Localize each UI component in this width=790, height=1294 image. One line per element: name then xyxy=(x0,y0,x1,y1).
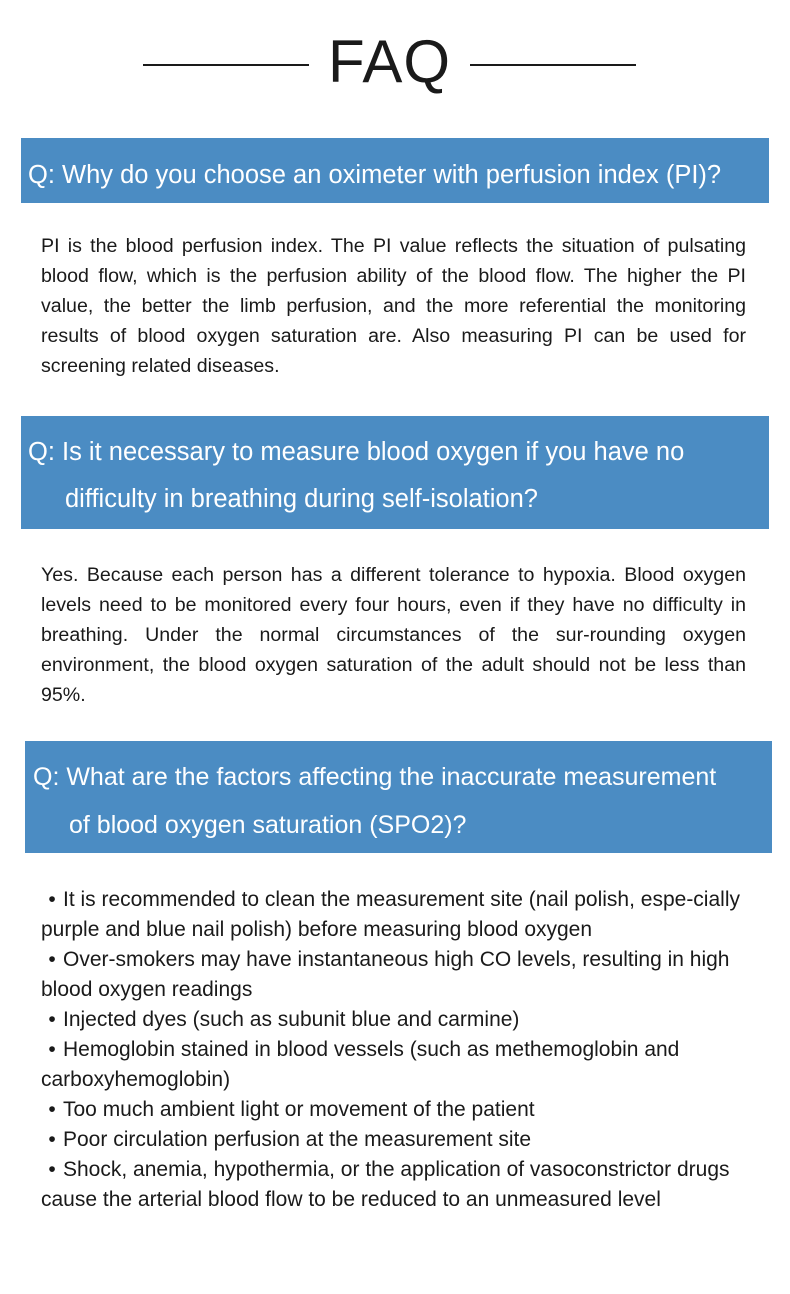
list-item-text: It is recommended to clean the measurement site (nail polish, espe-cially purple and blue nail polish) before measuring blood oxygen xyxy=(41,888,740,941)
question-2-line-2: difficulty in breathing during self-isolation? xyxy=(65,485,538,513)
answer-2-text: Yes. Because each person has a different tolerance to hypoxia. Blood oxygen levels need to be monitored every four hours, even if they have no difficulty in breathing. Under the normal circumstances of the sur-rounding oxygen environment, the blood oxygen saturation of the adult should not be less than 95%. xyxy=(41,564,746,706)
list-item xyxy=(41,1035,757,1095)
list-item xyxy=(41,945,757,1005)
bullet-icon: • xyxy=(48,1038,56,1061)
question-1-line-1: Q: Why do you choose an oximeter with perfusion index (PI)? xyxy=(28,161,722,189)
list-item-text: Over-smokers may have instantaneous high CO levels, resulting in high blood oxygen readings xyxy=(41,948,730,1001)
list-item xyxy=(41,1155,757,1215)
question-3-line-1: Q: What are the factors affecting the inaccurate measurement xyxy=(33,763,717,791)
bullet-icon: • xyxy=(48,1128,56,1151)
list-item-text: Shock, anemia, hypothermia, or the application of vasoconstrictor drugs cause the arterial blood flow to be reduced to an unmeasured level xyxy=(41,1158,730,1211)
list-item-text: Hemoglobin stained in blood vessels (such as methemoglobin and carboxyhemoglobin) xyxy=(41,1038,680,1091)
list-item xyxy=(41,1095,757,1125)
bullet-icon: • xyxy=(48,948,56,971)
factor-list xyxy=(41,885,757,1215)
list-item-text: Too much ambient light or movement of the patient xyxy=(63,1098,535,1121)
question-2-line-1: Q: Is it necessary to measure blood oxygen if you have no xyxy=(28,438,685,466)
answer-1 xyxy=(41,231,746,381)
bullet-icon: • xyxy=(48,888,56,911)
page-title: FAQ xyxy=(327,28,452,95)
question-bar-3 xyxy=(25,741,772,853)
question-bar-2 xyxy=(21,416,769,529)
list-item-text: Poor circulation perfusion at the measurement site xyxy=(63,1128,532,1151)
bullet-icon: • xyxy=(48,1098,56,1121)
answer-2 xyxy=(41,560,746,710)
question-bar-1 xyxy=(21,138,769,203)
bullet-icon: • xyxy=(48,1008,56,1031)
list-item-text: Injected dyes (such as subunit blue and carmine) xyxy=(63,1008,520,1031)
header-divider-right xyxy=(470,64,636,66)
answer-1-text: PI is the blood perfusion index. The PI value reflects the situation of pulsating blood flow, which is the perfusion ability of the blood flow. The higher the PI value, the better the limb perfusion, and the more referential the monitoring results of blood oxygen saturation are. Also measuring PI can be used for screening related diseases. xyxy=(41,235,746,377)
list-item xyxy=(41,1125,757,1155)
list-item xyxy=(41,885,757,945)
faq-header xyxy=(0,22,790,102)
list-item xyxy=(41,1005,757,1035)
question-3-line-2: of blood oxygen saturation (SPO2)? xyxy=(69,811,467,839)
bullet-icon: • xyxy=(48,1158,56,1181)
header-divider-left xyxy=(143,64,309,66)
